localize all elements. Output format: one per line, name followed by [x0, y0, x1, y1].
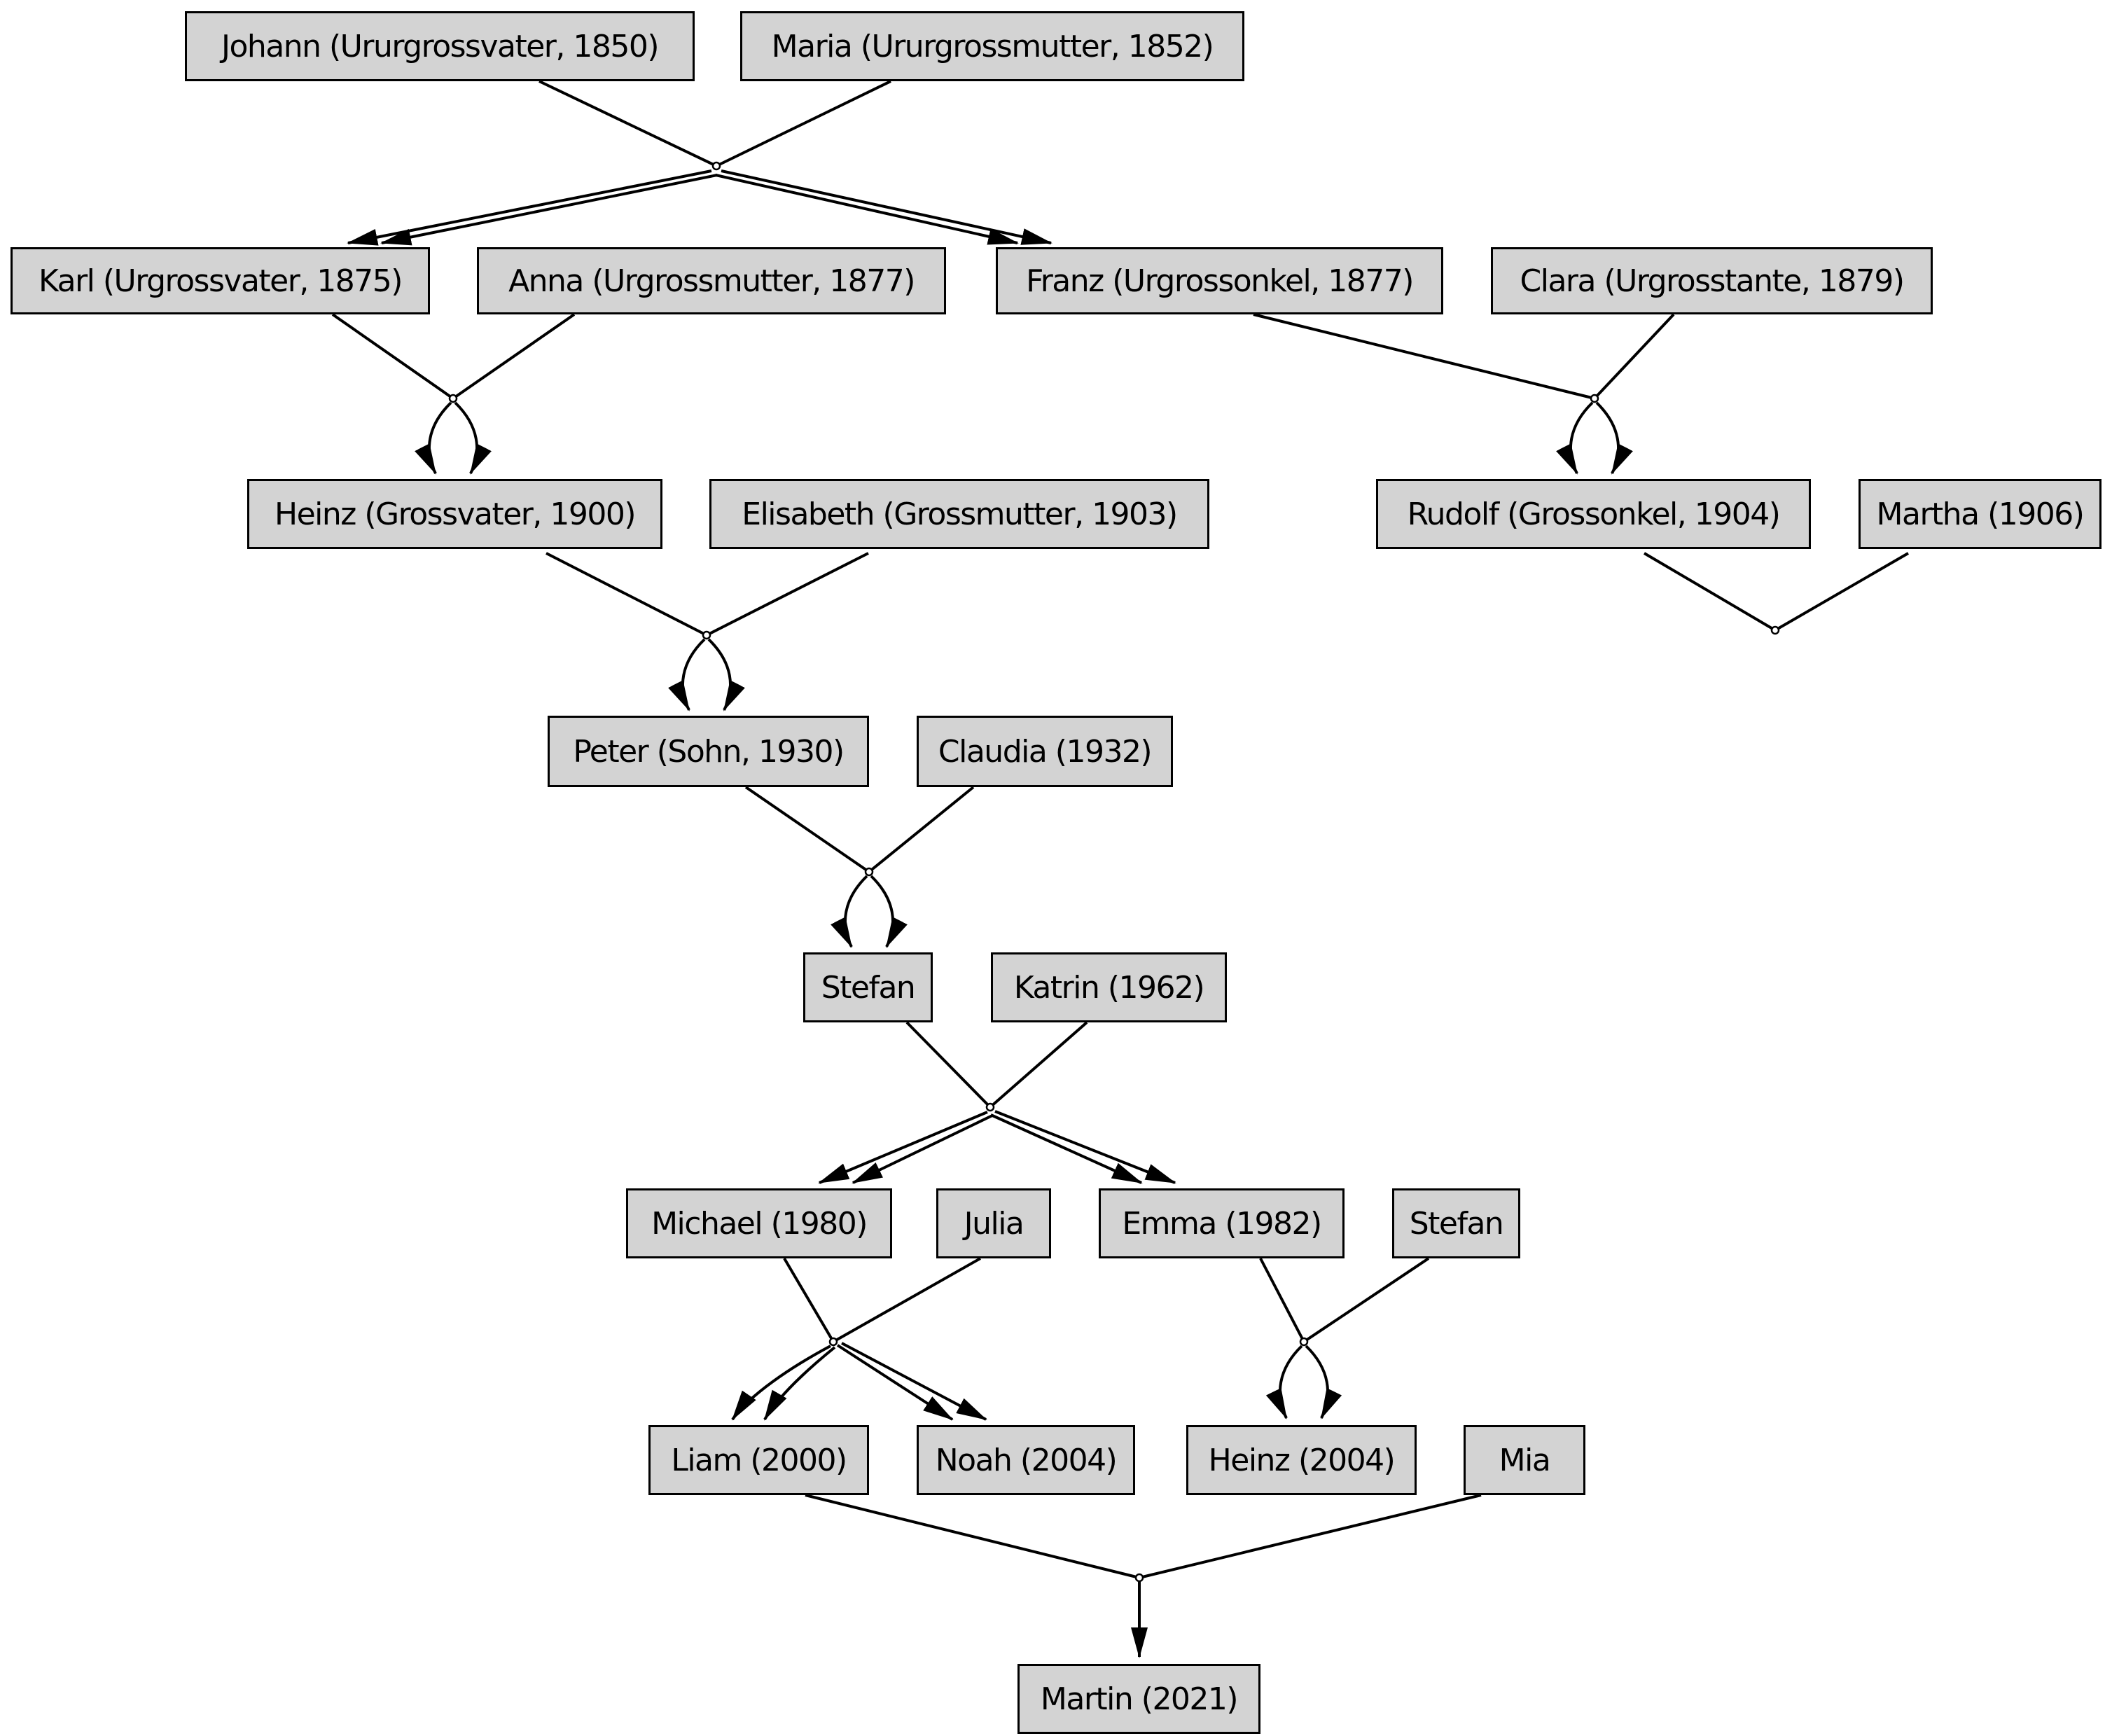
node-martha: Martha (1906) — [1859, 479, 2101, 549]
edge-clara-j3 — [1595, 314, 1674, 398]
edge-j1-franz-a — [716, 175, 1017, 243]
junction-johann-maria — [713, 162, 720, 169]
edge-j7-emma-b — [991, 1115, 1141, 1183]
node-stefan-son: Stefan — [803, 952, 933, 1022]
node-heinz: Heinz (Grossvater, 1900) — [247, 479, 662, 549]
edge-martha-j5 — [1775, 553, 1908, 630]
edge-j1-karl-b — [382, 175, 717, 243]
edge-j6-stefan-b — [871, 876, 893, 947]
edge-franz-j3 — [1253, 314, 1595, 398]
node-anna: Anna (Urgrossmutter, 1877) — [477, 247, 946, 314]
edge-emma-j9 — [1260, 1258, 1304, 1342]
junction-franz-clara — [1591, 395, 1598, 402]
node-stefan-inlaw: Stefan — [1392, 1188, 1520, 1258]
node-katrin: Katrin (1962) — [991, 952, 1227, 1022]
edge-j4-peter-a — [683, 639, 704, 710]
node-rudolf: Rudolf (Grossonkel, 1904) — [1376, 479, 1811, 549]
node-franz: Franz (Urgrossonkel, 1877) — [996, 247, 1443, 314]
node-martin: Martin (2021) — [1017, 1664, 1260, 1734]
node-michael: Michael (1980) — [626, 1188, 892, 1258]
node-peter: Peter (Sohn, 1930) — [548, 716, 869, 787]
node-noah: Noah (2004) — [917, 1425, 1135, 1495]
edge-karl-j2 — [333, 314, 453, 398]
edge-maria-j1 — [716, 81, 891, 166]
edge-j1-franz-b — [721, 171, 1051, 243]
edge-michael-j8 — [784, 1258, 833, 1342]
node-heinz-jr: Heinz (2004) — [1186, 1425, 1417, 1495]
edge-j7-michael-b — [853, 1116, 992, 1183]
node-clara: Clara (Urgrosstante, 1879) — [1491, 247, 1933, 314]
edge-elisabeth-j4 — [707, 553, 868, 635]
edge-j7-emma-a — [995, 1111, 1175, 1183]
edge-j4-peter-b — [709, 639, 730, 710]
node-karl: Karl (Urgrossvater, 1875) — [11, 247, 430, 314]
edge-j3-rudolf-a — [1571, 403, 1592, 473]
edge-j2-heinz-a — [429, 403, 451, 473]
junction-karl-anna — [450, 395, 457, 402]
node-liam: Liam (2000) — [648, 1425, 869, 1495]
edge-mia-j10 — [1139, 1495, 1481, 1578]
edge-katrin-j7 — [990, 1022, 1087, 1107]
junction-peter-claudia — [866, 868, 873, 875]
junction-heinz-elisabeth — [703, 632, 710, 639]
edge-claudia-j6 — [869, 787, 973, 872]
edge-j9-heinzjr-b — [1306, 1346, 1328, 1418]
edge-liam-j10 — [805, 1495, 1139, 1578]
node-maria: Maria (Ururgrossmutter, 1852) — [740, 11, 1244, 81]
junction-rudolf-martha — [1772, 627, 1779, 634]
edge-j2-heinz-b — [455, 403, 477, 473]
node-emma: Emma (1982) — [1099, 1188, 1345, 1258]
node-johann: Johann (Ururgrossvater, 1850) — [185, 11, 695, 81]
node-claudia: Claudia (1932) — [917, 716, 1173, 787]
edge-j9-heinzjr-a — [1280, 1346, 1302, 1418]
node-mia: Mia — [1464, 1425, 1585, 1495]
edge-peter-j6 — [746, 787, 869, 872]
edge-j8-noah-a — [838, 1345, 952, 1419]
edge-j8-liam-a — [732, 1346, 831, 1419]
edge-j8-noah-b — [842, 1343, 986, 1419]
edge-stefan-j7 — [907, 1022, 990, 1107]
edge-johann-j1 — [539, 81, 716, 166]
edge-heinz-j4 — [546, 553, 707, 635]
node-elisabeth: Elisabeth (Grossmutter, 1903) — [709, 479, 1209, 549]
edge-j3-rudolf-b — [1597, 403, 1618, 473]
junction-emma-stefan — [1300, 1338, 1307, 1345]
edge-anna-j2 — [453, 314, 574, 398]
edge-j7-michael-a — [819, 1112, 987, 1183]
junction-liam-mia — [1136, 1574, 1143, 1581]
junction-michael-julia — [830, 1338, 837, 1345]
edge-j8-liam-b — [765, 1347, 835, 1419]
junction-stefan-katrin — [987, 1104, 994, 1111]
edge-j1-karl-a — [348, 171, 711, 243]
edge-rudolf-j5 — [1644, 553, 1775, 630]
edge-julia-j8 — [833, 1258, 980, 1342]
edge-j6-stefan-a — [845, 876, 867, 947]
edge-stefan-inlaw-j9 — [1304, 1258, 1429, 1342]
node-julia: Julia — [936, 1188, 1051, 1258]
